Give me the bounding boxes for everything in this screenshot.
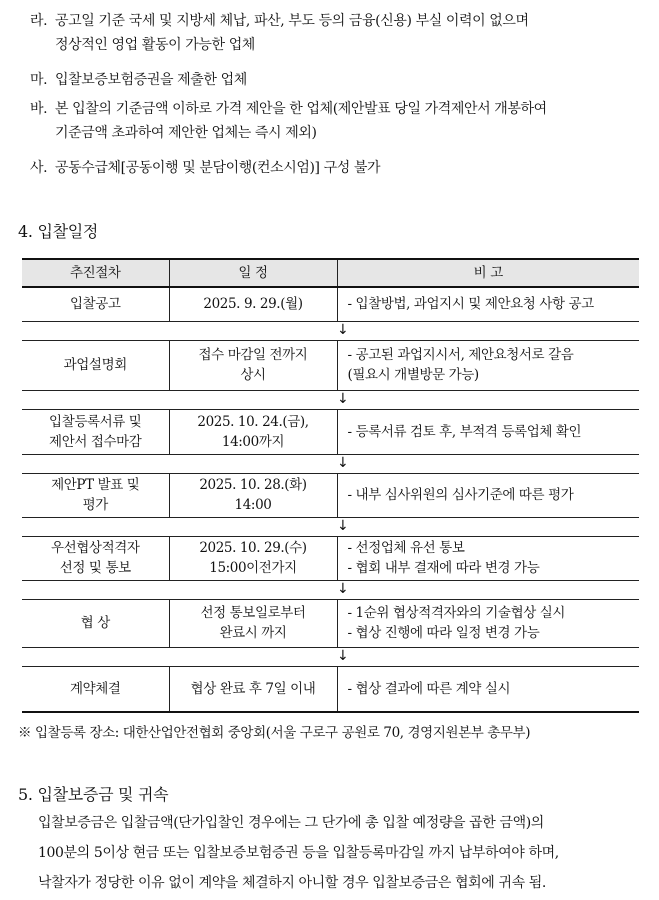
section-5-body: 입찰보증금은 입찰금액(단가입찰인 경우에는 그 단가에 총 입찰 예정량을 곱한 금액)의 100분의 5이상 현금 또는 입찰보증보험증권 등을 입찰등록마감일 까지 납부하여야 하며, 낙찰자가 정당한 이유 없이 계약을 체결하지 아니할 경우 입찰보증금은 협회에 귀속 됨. [38, 815, 559, 891]
note-cell: - 등록서류 검토 후, 부적격 등록업체 확인 [337, 409, 639, 454]
date-cell: 접수 마감일 전까지 상시 [169, 340, 337, 390]
date-cell: 2025. 9. 29.(월) [169, 287, 337, 321]
note-cell: - 1순위 협상적격자와의 기술협상 실시 - 협상 진행에 따라 일정 변경 가능 [337, 599, 639, 647]
date-cell: 협상 완료 후 7일 이내 [169, 666, 337, 712]
flow-arrow-row [22, 647, 639, 666]
registration-location-note: ※ 입찰등록 장소: 대한산업안전협회 중앙회(서울 구로구 공원로 70, 경영지원본부 총무부) [18, 725, 531, 741]
step-cell: 입찰공고 [22, 287, 169, 321]
table-row [22, 409, 639, 454]
down-arrow-icon: ↓ [337, 518, 349, 534]
section-5-heading: 5. 입찰보증금 및 귀속 [18, 785, 169, 804]
down-arrow-icon: ↓ [337, 648, 349, 664]
flow-arrow-row [22, 390, 639, 409]
table-row [22, 340, 639, 390]
criteria-text: 본 입찰의 기준금액 이하로 가격 제안을 한 업체(제안발표 당일 가격제안서 개봉하여 기준금액 초과하여 제안한 업체는 즉시 제외) [55, 101, 547, 141]
header-note: 비 고 [337, 259, 639, 287]
down-arrow-icon: ↓ [337, 455, 349, 471]
table-header-row [22, 259, 639, 287]
table-row [22, 473, 639, 517]
down-arrow-icon: ↓ [337, 322, 349, 338]
step-cell: 계약체결 [22, 666, 169, 712]
table-row [22, 666, 639, 712]
criteria-mark: 사. [30, 160, 48, 176]
step-cell: 입찰등록서류 및 제안서 접수마감 [22, 409, 169, 454]
down-arrow-icon: ↓ [337, 581, 349, 597]
step-cell: 제안PT 발표 및 평가 [22, 473, 169, 517]
criteria-mark: 바. [30, 101, 48, 117]
criteria-item-ra [30, 9, 645, 57]
schedule-table [22, 258, 639, 713]
note-cell: - 협상 결과에 따른 계약 실시 [337, 666, 639, 712]
note-cell: - 선정업체 유선 통보 - 협회 내부 결재에 따라 변경 가능 [337, 536, 639, 580]
step-cell: 과업설명회 [22, 340, 169, 390]
date-cell: 선정 통보일로부터 완료시 까지 [169, 599, 337, 647]
date-cell: 2025. 10. 28.(화) 14:00 [169, 473, 337, 517]
flow-arrow-row [22, 517, 639, 536]
table-row [22, 287, 639, 321]
criteria-item-sa [30, 156, 645, 180]
criteria-item-ba [30, 97, 645, 145]
table-row [22, 599, 639, 647]
down-arrow-icon: ↓ [337, 391, 349, 407]
step-cell: 우선협상적격자 선정 및 통보 [22, 536, 169, 580]
flow-arrow-row [22, 321, 639, 340]
note-cell: - 내부 심사위원의 심사기준에 따른 평가 [337, 473, 639, 517]
criteria-mark: 마. [30, 72, 48, 88]
note-cell: - 공고된 과업지시서, 제안요청서로 갈음 (필요시 개별방문 가능) [337, 340, 639, 390]
criteria-item-ma [30, 68, 645, 92]
date-cell: 2025. 10. 29.(수) 15:00이전가지 [169, 536, 337, 580]
header-step: 추진절차 [22, 259, 169, 287]
criteria-text: 공동수급체[공동이행 및 분담이행(컨소시엄)] 구성 불가 [55, 160, 381, 176]
criteria-text: 공고일 기준 국세 및 지방세 체납, 파산, 부도 등의 금융(신용) 부실 이력이 없으며 정상적인 영업 활동이 가능한 업체 [55, 13, 529, 53]
note-cell: - 입찰방법, 과업지시 및 제안요청 사항 공고 [337, 287, 639, 321]
section-4-heading: 4. 입찰일정 [18, 222, 99, 241]
flow-arrow-row [22, 454, 639, 473]
flow-arrow-row [22, 580, 639, 599]
criteria-text: 입찰보증보험증권을 제출한 업체 [55, 72, 247, 88]
table-row [22, 536, 639, 580]
criteria-mark: 라. [30, 13, 48, 29]
header-date: 일 정 [169, 259, 337, 287]
date-cell: 2025. 10. 24.(금), 14:00까지 [169, 409, 337, 454]
step-cell: 협 상 [22, 599, 169, 647]
